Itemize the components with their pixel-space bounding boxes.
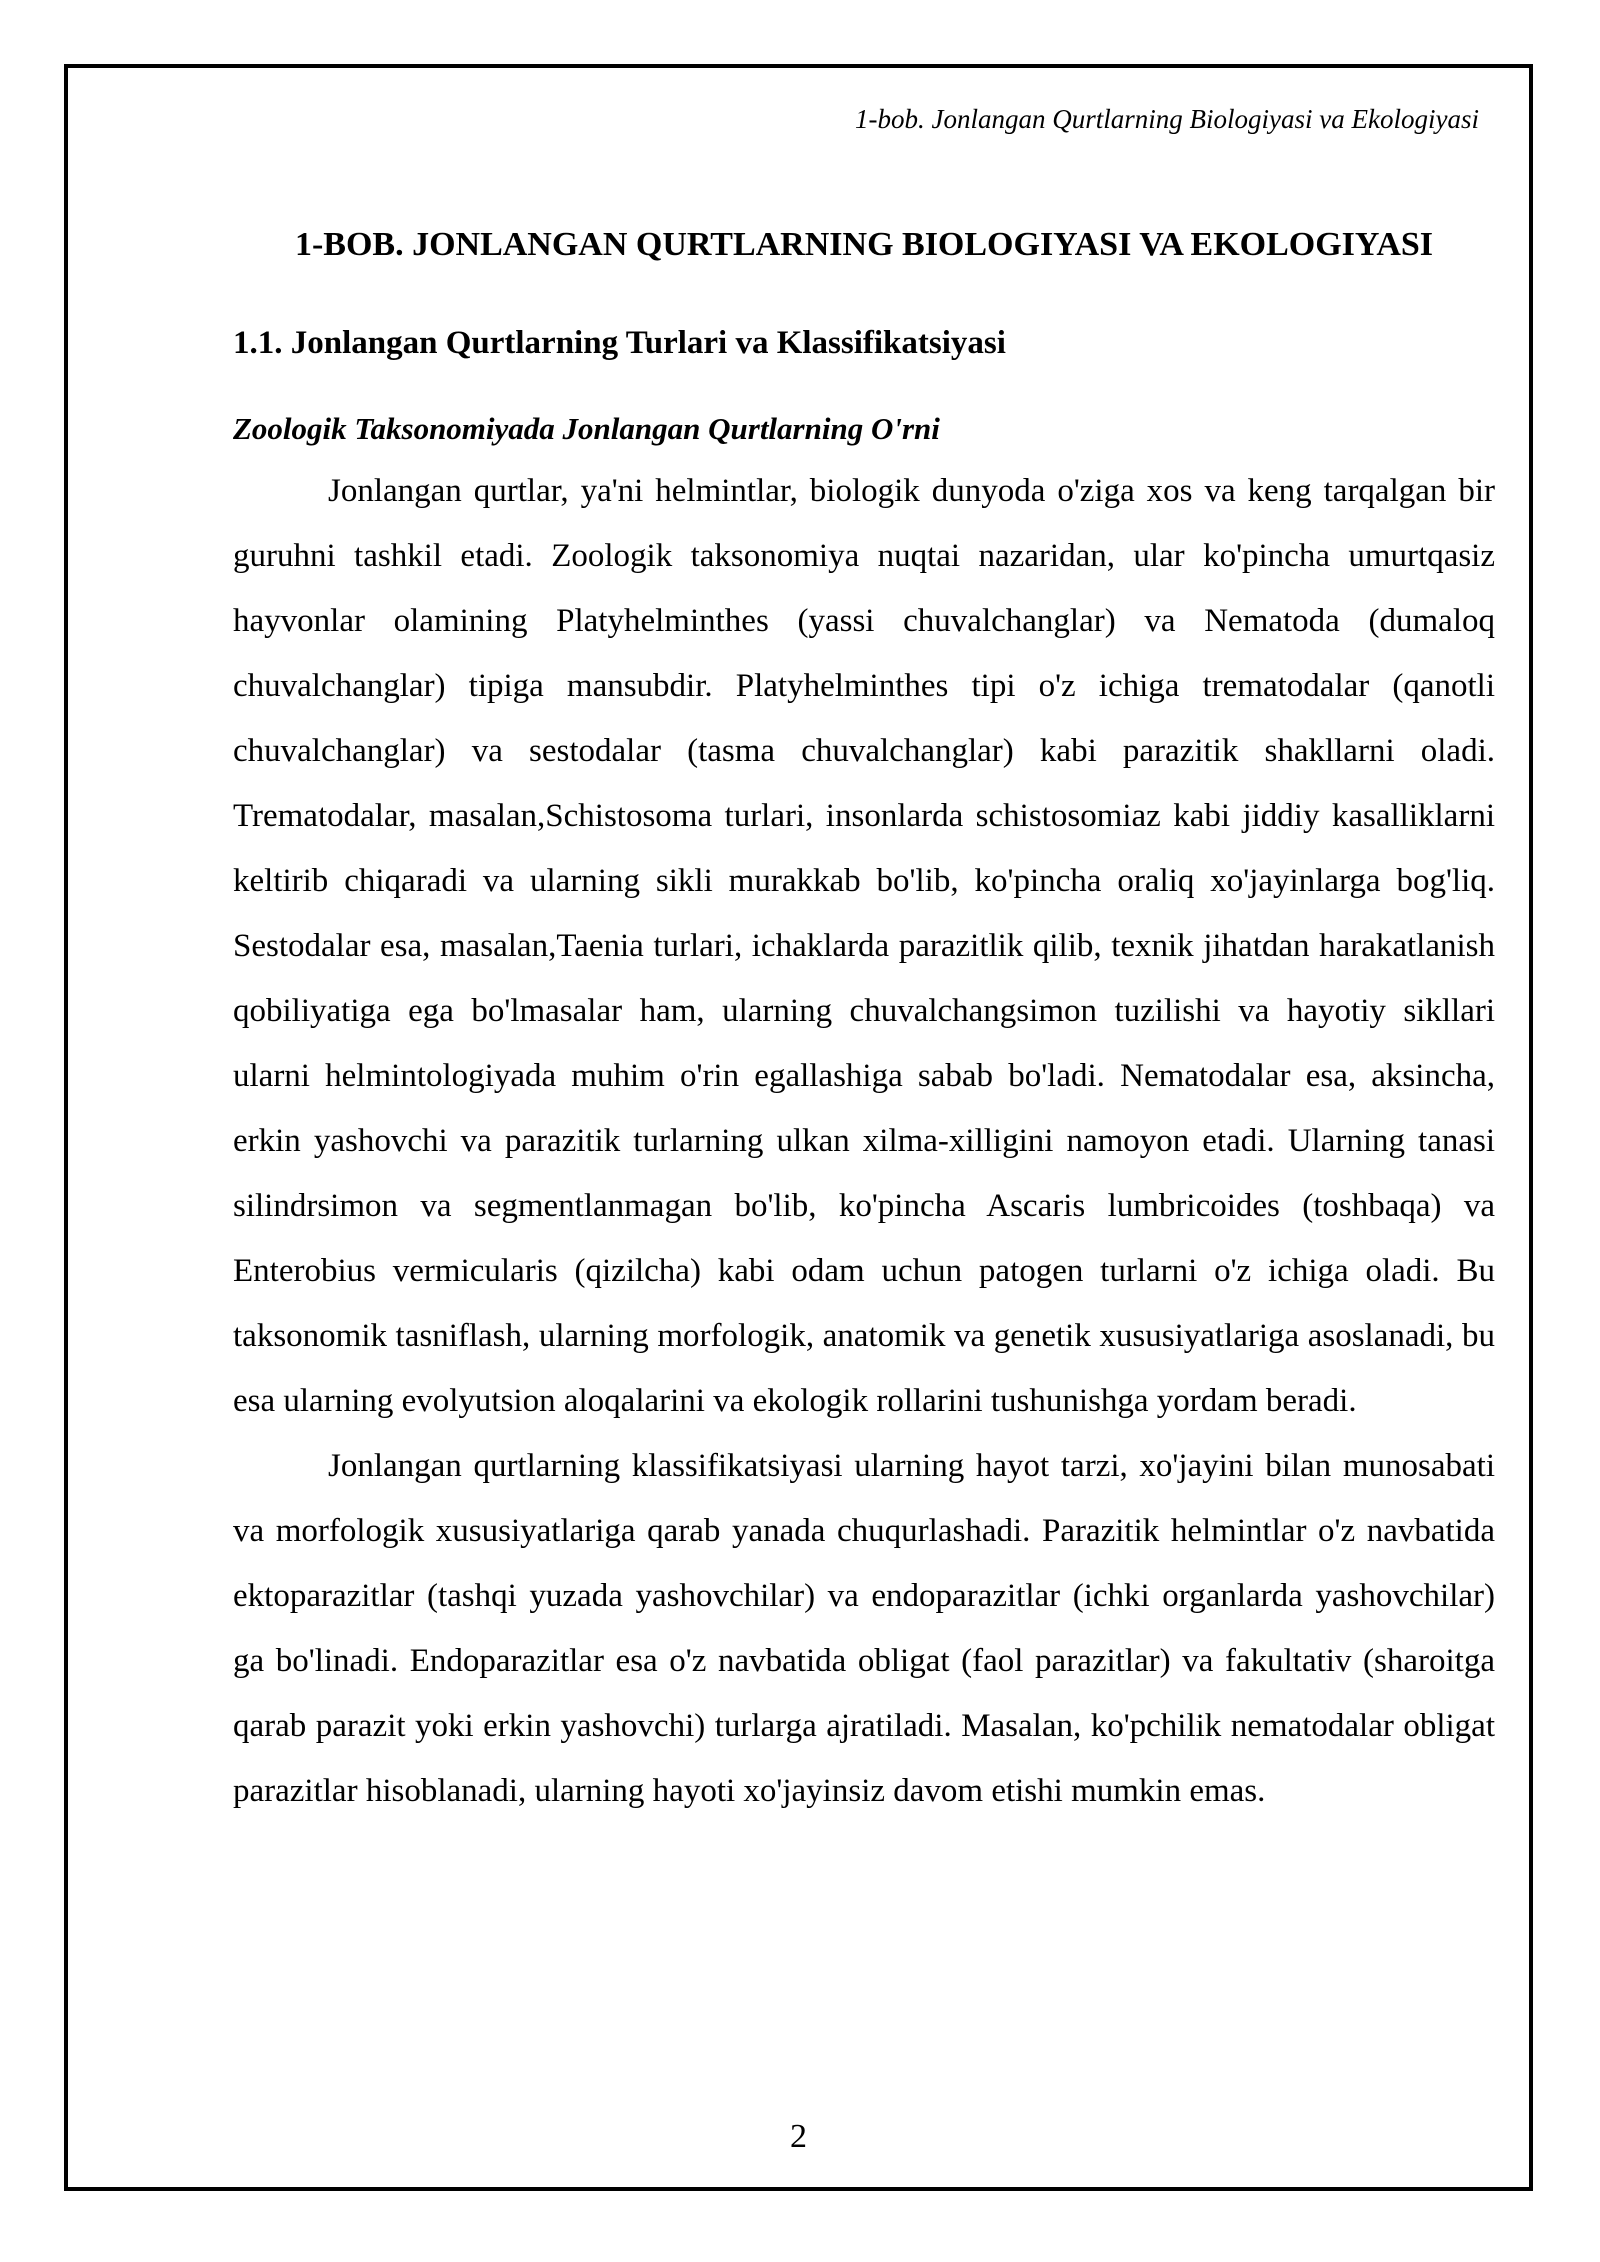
running-header: 1-bob. Jonlangan Qurtlarning Biologiyasi va Ekologiyasi [855,104,1479,134]
subsection-title: Zoologik Taksonomiyada Jonlangan Qurtlarning O'rni [233,411,940,446]
chapter-title: 1-BOB. JONLANGAN QURTLARNING BIOLOGIYASI VA EKOLOGIYASI [294,226,1434,263]
body-paragraph: Jonlangan qurtlar, ya'ni helmintlar, biologik dunyoda o'ziga xos va keng tarqalgan bir guruhni tashkil etadi. Zoologik taksonomiya nuqtai nazaridan, ular ko'pincha umurtqasiz hayvonlar olamining Platyhelminthes (yassi chuvalchanglar) va Nematoda (dumaloq chuvalchanglar) tipiga mansubdir. Platyhelminthes tipi o'z ichiga trematodalar (qanotli chuvalchanglar) va sestodalar (tasma chuvalchanglar) kabi parazitik shakllarni oladi. Trematodalar, masalan,Schistosoma turlari, insonlarda schistosomiaz kabi jiddiy kasalliklarni keltirib chiqaradi va ularning sikli murakkab bo'lib, ko'pincha oraliq xo'jayinlarga bog'liq. Sestodalar esa, masalan,Taenia turlari, ichaklarda parazitlik qilib, texnik jihatdan harakatlanish qobiliyatiga ega bo'lmasalar ham, ularning chuvalchangsimon tuzilishi va hayotiy sikllari ularni helmintologiyada muhim o'rin egallashiga sabab bo'ladi. Nematodalar esa, aksincha, erkin yashovchi va parazitik turlarning ulkan xilma-xilligini namoyon etadi. Ularning tanasi silindrsimon va segmentlanmagan bo'lib, ko'pincha Ascaris lumbricoides (toshbaqa) va Enterobius vermicularis (qizilcha) kabi odam uchun patogen turlarni o'z ichiga oladi. Bu taksonomik tasniflash, ularning morfologik, anatomik va genetik xususiyatlariga asoslanadi, bu esa ularning evolyutsion aloqalarini va ekologik rollarini tushunishga yordam beradi. [233,473,1495,1419]
body-paragraph: Jonlangan qurtlarning klassifikatsiyasi ularning hayot tarzi, xo'jayini bilan munosabati va morfologik xususiyatlariga qarab yanada chuqurlashadi. Parazitik helmintlar o'z navbatida ektoparazitlar (tashqi yuzada yashovchilar) va endoparazitlar (ichki organlarda yashovchilar) ga bo'linadi. Endoparazitlar esa o'z navbatida obligat (faol parazitlar) va fakultativ (sharoitga qarab parazit yoki erkin yashovchi) turlarga ajratiladi. Masalan, ko'pchilik nematodalar obligat parazitlar hisoblanadi, ularning hayoti xo'jayinsiz davom etishi mumkin emas. [233,1448,1495,1809]
section-title: 1.1. Jonlangan Qurtlarning Turlari va Klassifikatsiyasi [233,325,1006,361]
page-content [233,212,1495,1824]
page-frame [64,64,1533,2191]
page-number: 2 [790,2118,807,2155]
